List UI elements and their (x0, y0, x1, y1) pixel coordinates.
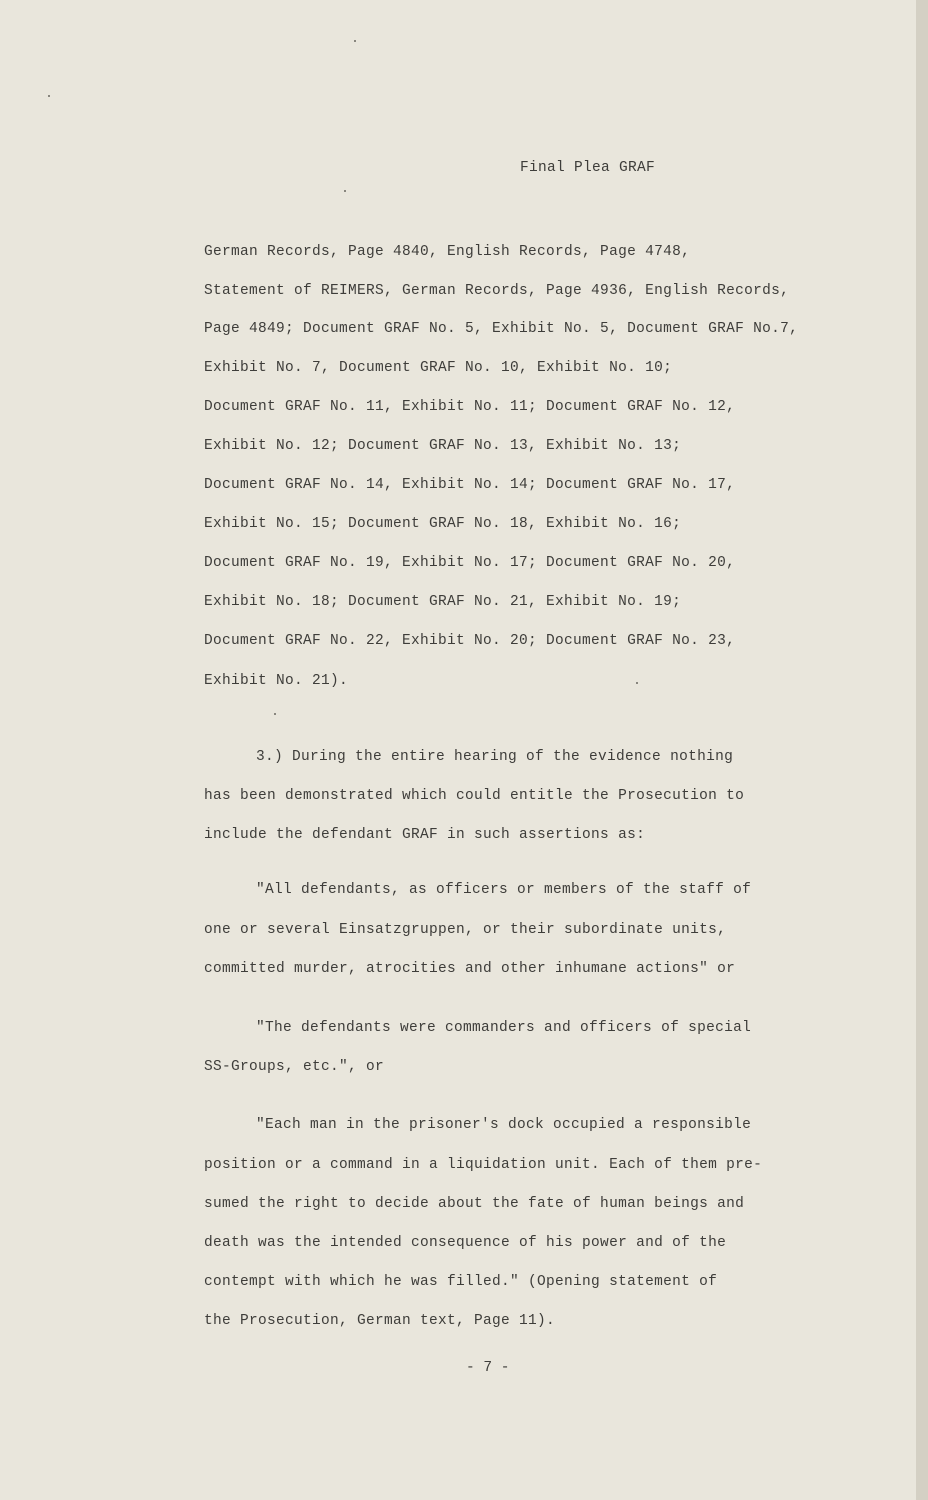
text-line: 3.) During the entire hearing of the evidence nothing (256, 749, 734, 765)
quote-line: the Prosecution, German text, Page 11). (204, 1313, 556, 1329)
text-line: Exhibit No. 15; Document GRAF No. 18, Exhibit No. 16; (204, 516, 682, 532)
text-line: Document GRAF No. 14, Exhibit No. 14; Document GRAF No. 17, (204, 477, 736, 493)
quote-line: sumed the right to decide about the fate of human beings and (204, 1196, 745, 1212)
text-line: Exhibit No. 12; Document GRAF No. 13, Exhibit No. 13; (204, 438, 682, 454)
text-line: Exhibit No. 7, Document GRAF No. 10, Exhibit No. 10; (204, 360, 673, 376)
page-edge (916, 0, 928, 1500)
page-number: - 7 - (466, 1360, 510, 1376)
quote-line: committed murder, atrocities and other inhumane actions" or (204, 961, 736, 977)
quote-line: SS-Groups, etc.", or (204, 1059, 385, 1075)
quote-line: position or a command in a liquidation unit. Each of them pre- (204, 1157, 763, 1173)
paper-speck (344, 190, 346, 192)
text-line: German Records, Page 4840, English Records, Page 4748, (204, 244, 691, 260)
quote-line: "The defendants were commanders and officers of special (256, 1020, 752, 1036)
quote-line: "All defendants, as officers or members of the staff of (256, 882, 752, 898)
paper-speck (48, 95, 50, 97)
text-line: Exhibit No. 18; Document GRAF No. 21, Exhibit No. 19; (204, 594, 682, 610)
text-line: Page 4849; Document GRAF No. 5, Exhibit No. 5, Document GRAF No.7, (204, 321, 799, 337)
quote-line: one or several Einsatzgruppen, or their subordinate units, (204, 922, 727, 938)
quote-line: "Each man in the prisoner's dock occupied a responsible (256, 1117, 752, 1133)
text-line: Exhibit No. 21). (204, 673, 349, 689)
text-line: Document GRAF No. 22, Exhibit No. 20; Document GRAF No. 23, (204, 633, 736, 649)
page-header: Final Plea GRAF (520, 160, 656, 176)
paper-speck (274, 713, 276, 715)
text-line: include the defendant GRAF in such assertions as: (204, 827, 646, 843)
quote-line: death was the intended consequence of his power and of the (204, 1235, 727, 1251)
text-line: Document GRAF No. 19, Exhibit No. 17; Document GRAF No. 20, (204, 555, 736, 571)
paper-speck (636, 682, 638, 684)
text-line: Statement of REIMERS, German Records, Page 4936, English Records, (204, 283, 790, 299)
text-line: Document GRAF No. 11, Exhibit No. 11; Document GRAF No. 12, (204, 399, 736, 415)
paper-speck (354, 40, 356, 42)
text-line: has been demonstrated which could entitle the Prosecution to (204, 788, 745, 804)
quote-line: contempt with which he was filled." (Opening statement of (204, 1274, 718, 1290)
